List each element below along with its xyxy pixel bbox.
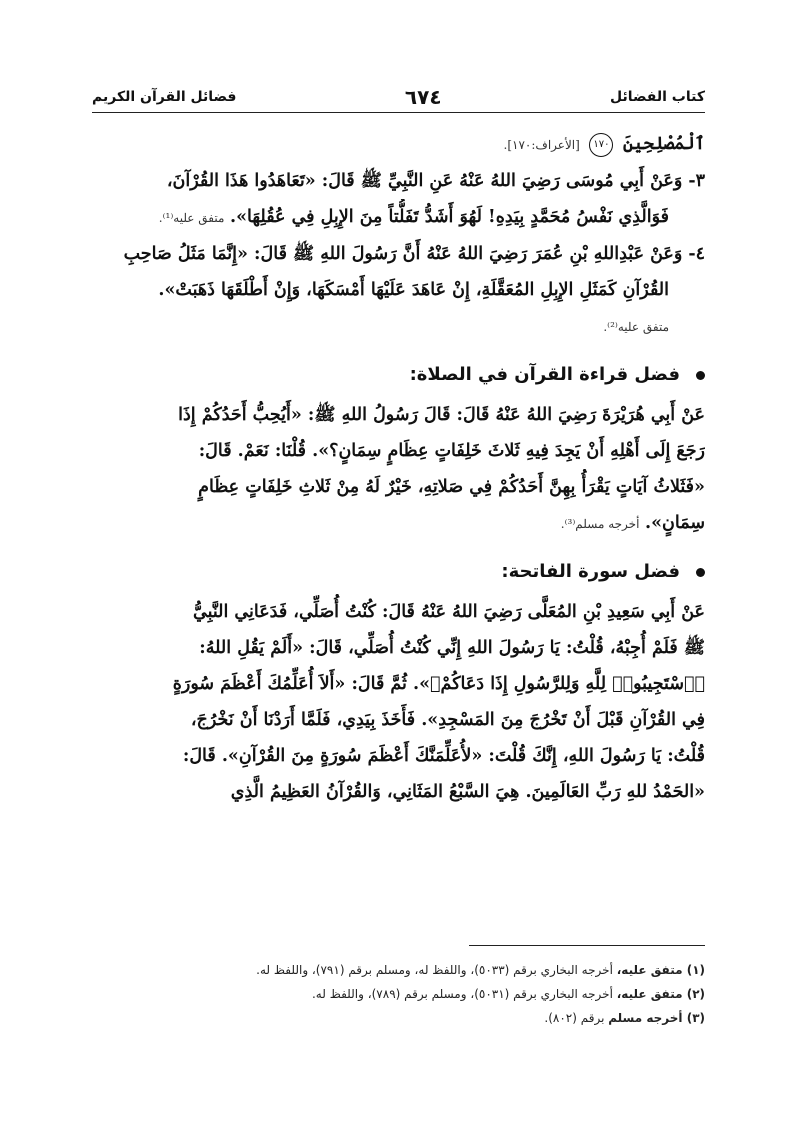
main-text — [92, 126, 705, 810]
section-2-line-5: قُلْتُ: يَا رَسُولَ اللهِ، إِنَّكَ قُلْتَ: «لأُعَلِّمَنَّكَ أَعْظَمَ سُورَةٍ مِنَ القُرْآنِ». قَالَ: — [182, 746, 705, 766]
footnote-1: (١) متفق عليه، أخرجه البخاري برقم (٥٠٣٣)، واللفظ له، ومسلم برقم (٧٩١)، واللفظ له. — [256, 963, 705, 977]
hadith-3-reference: متفق عليه⁽¹⁾. — [158, 211, 225, 225]
bullet-icon — [696, 568, 705, 577]
section-heading-fatiha: فضل سورة الفاتحة: — [92, 550, 705, 594]
section-2-line-2: ﷺ فَلَمْ أُجِبْهُ، قُلْتُ: يَا رَسُولَ اللهِ إِنِّي كُنْتُ أُصَلِّي، قَالَ: «أَلَمْ يَقُلِ اللهُ: — [199, 638, 705, 658]
hadith-4-line-2: القُرْآنِ كَمَثَلِ الإِبِلِ المُعَقَّلَةِ، إِنْ عَاهَدَ عَلَيْهَا أَمْسَكَهَا، وَإِنْ أَطْلَقَهَا ذَهَبَتْ». — [158, 280, 669, 300]
hadith-3-line-1: ٣-وَعَنْ أَبِي مُوسَى رَضِيَ اللهُ عَنْهُ عَنِ النَّبِيِّ ﷺ قَالَ: «تَعَاهَدُوا هَذَا القُرْآنَ، — [166, 171, 705, 191]
section-1-line-1: عَنْ أَبِي هُرَيْرَةَ رَضِيَ اللهُ عَنْهُ قَالَ: قَالَ رَسُولُ اللهِ ﷺ: «أَيُحِبُّ أَحَدُكُمْ إِذَا — [178, 405, 705, 425]
hadith-4-number: ٤- — [688, 244, 705, 264]
ayah-number-marker: ١٧٠ — [589, 133, 613, 157]
section-2-line-1: عَنْ أَبِي سَعِيدِ بْنِ المُعَلَّى رَضِيَ اللهُ عَنْهُ قَالَ: كُنْتُ أُصَلِّي، فَدَعَانِي النَّبِيُّ — [192, 602, 705, 622]
section-1-line-2: رَجَعَ إِلَى أَهْلِهِ أَنْ يَجِدَ فِيهِ ثَلاثَ خَلِفَاتٍ عِظَامٍ سِمَانٍ؟». قُلْنَا: نَعَمْ. قَالَ: — [198, 441, 705, 461]
verse-source: [الأعراف:١٧٠]. — [503, 138, 580, 152]
hadith-3-line-2: فَوَالَّذِي نَفْسُ مُحَمَّدٍ بِيَدِهِ! لَهُوَ أَشَدُّ تَفَلُّتاً مِنَ الإِبِلِ فِي عُقُلِهَا». متفق عليه⁽¹⁾. — [158, 207, 669, 227]
page-number: ٦٧٤ — [404, 85, 442, 109]
hadith-4-reference: متفق عليه⁽²⁾. — [603, 320, 669, 334]
section-1-line-4: سِمَانٍ». أخرجه مسلم⁽³⁾. — [560, 513, 705, 533]
book-title: كتاب الفضائل — [610, 89, 705, 105]
footnote-2: (٢) متفق عليه، أخرجه البخاري برقم (٥٠٣١)، ومسلم برقم (٧٨٩)، واللفظ له. — [311, 987, 705, 1001]
section-2-line-4: فِي القُرْآنِ قَبْلَ أَنْ تَخْرُجَ مِنَ المَسْجِدِ». فَأَخَذَ بِيَدِي، فَلَمَّا أَرَدْنَا أَنْ نَخْرُجَ، — [190, 710, 705, 730]
section-1-line-3: «فَثَلاثُ آيَاتٍ يَقْرَأُ بِهِنَّ أَحَدُكُمْ فِي صَلاتِهِ، خَيْرٌ لَهُ مِنْ ثَلاثِ خَلِفَاتٍ عِظَامٍ — [198, 477, 705, 497]
section-1-reference: أخرجه مسلم⁽³⁾. — [560, 517, 640, 531]
section-heading-prayer-recitation: فضل قراءة القرآن في الصلاة: — [92, 353, 705, 397]
footnotes — [92, 958, 705, 1030]
hadith-4-line-1: ٤-وَعَنْ عَبْدِاللهِ بْنِ عُمَرَ رَضِيَ اللهُ عَنْهُ أَنَّ رَسُولَ اللهِ ﷺ قَالَ: «إِنَّمَا مَثَلُ صَاحِبِ — [123, 244, 705, 264]
section-2-line-6: «الحَمْدُ للهِ رَبِّ العَالَمِينَ. هِيَ السَّبْعُ المَثَانِي، وَالقُرْآنُ العَظِيمُ الَّذِي — [230, 782, 705, 802]
chapter-title: فضائل القرآن الكريم — [92, 89, 237, 105]
footnote-divider — [469, 945, 705, 946]
header-divider — [92, 112, 705, 113]
verse-continuation — [92, 126, 705, 163]
verse-word: ٱلْمُصْلِحِينَ — [622, 134, 705, 154]
footnote-3: (٣) أخرجه مسلم برقم (٨٠٢). — [544, 1011, 705, 1025]
section-2-line-3: ﴿ٱسْتَجِيبُوا۟ لِلَّهِ وَلِلرَّسُولِ إِذَا دَعَاكُمْ﴾». ثُمَّ قَالَ: «أَلاَ أُعَلِّمُكَ أَعْظَمَ سُورَةٍ — [172, 674, 705, 694]
hadith-4-reference-line — [92, 308, 705, 345]
hadith-3-number: ٣- — [688, 171, 705, 191]
bullet-icon — [696, 371, 705, 380]
running-header — [92, 82, 705, 112]
